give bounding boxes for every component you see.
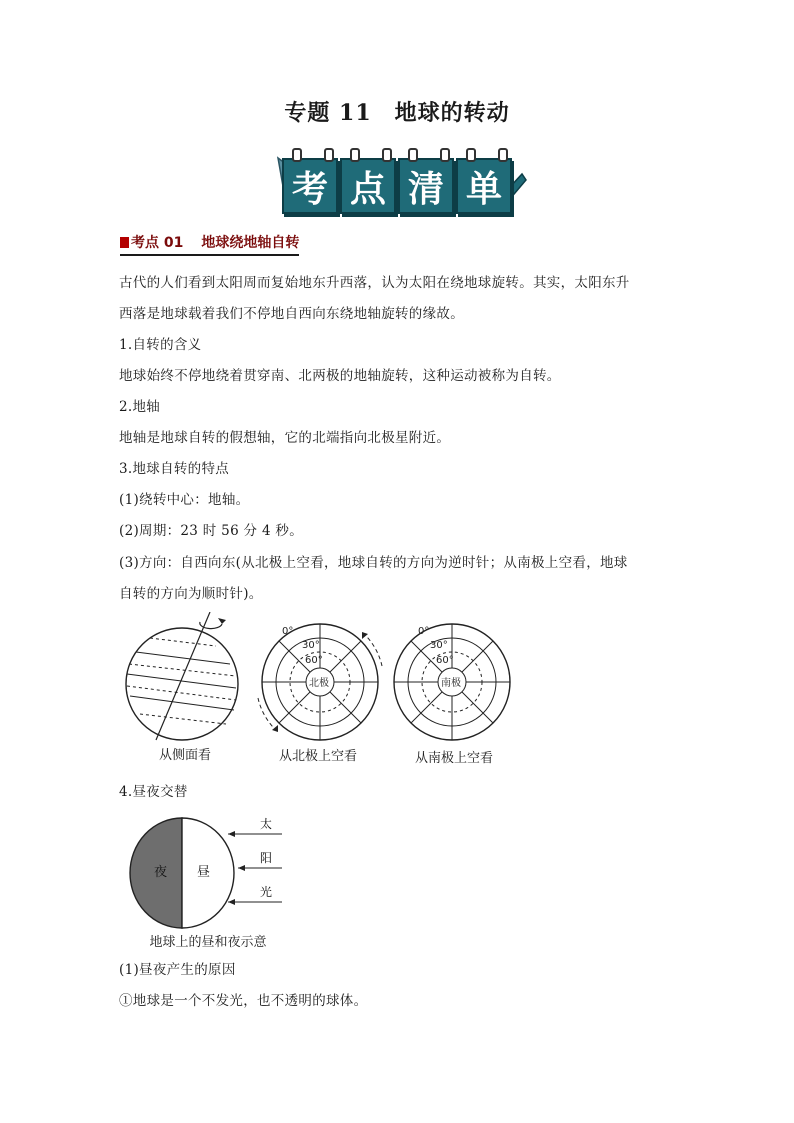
north-pole-label: 北极 xyxy=(309,678,329,689)
list-item: (2)周期：23 时 56 分 4 秒。 xyxy=(119,523,304,539)
caption-day-night: 地球上的昼和夜示意 xyxy=(149,935,267,950)
paragraph: 地球始终不停地绕着贯穿南、北两极的地轴旋转，这种运动被称为自转。 xyxy=(119,368,561,384)
paragraph: ①地球是一个不发光，也不透明的球体。 xyxy=(119,993,368,1009)
day-night-figure xyxy=(126,812,296,932)
banner-tile-3: 清 xyxy=(398,158,454,214)
binder-ring xyxy=(382,148,392,162)
section-heading xyxy=(120,232,299,256)
caption-north-view: 从北极上空看 xyxy=(278,749,357,764)
list-item: (3)方向：自西向东(从北极上空看，地球自转的方向为逆时针；从南极上空看，地球 xyxy=(119,555,628,571)
section-number: 考点 01 xyxy=(131,235,184,251)
paragraph: 地轴是地球自转的假想轴，它的北端指向北极星附近。 xyxy=(119,430,451,446)
banner-tile-2: 点 xyxy=(340,158,396,214)
heading-4: 4.昼夜交替 xyxy=(119,784,188,800)
binder-ring xyxy=(440,148,450,162)
binder-ring xyxy=(408,148,418,162)
section-title: 地球绕地轴自转 xyxy=(201,235,300,251)
degree-label-30: 30° xyxy=(302,640,320,651)
caption-side-view: 从侧面看 xyxy=(158,748,211,763)
day-label: 昼 xyxy=(197,865,211,880)
degree-label-60: 60° xyxy=(305,655,323,666)
binder-ring xyxy=(498,148,508,162)
night-label: 夜 xyxy=(154,865,168,880)
paragraph: 西落是地球载着我们不停地自西向东绕地轴旋转的缘故。 xyxy=(119,306,464,322)
sunlight-label-1: 太 xyxy=(260,817,273,831)
heading-1: 1.自转的含义 xyxy=(119,337,202,353)
south-pole-label: 南极 xyxy=(441,678,461,689)
degree-label-0: 0° xyxy=(282,626,294,637)
list-item-continued: 自转的方向为顺时针)。 xyxy=(119,586,263,602)
sunlight-label-3: 光 xyxy=(260,885,273,899)
kaodian-qingdan-banner xyxy=(270,152,530,218)
sunlight-label-2: 阳 xyxy=(260,851,273,865)
list-item: (1)绕转中心：地轴。 xyxy=(119,492,250,508)
heading-3: 3.地球自转的特点 xyxy=(119,461,230,477)
binder-ring xyxy=(350,148,360,162)
degree-label-30: 30° xyxy=(430,640,448,651)
heading-2: 2.地轴 xyxy=(119,399,161,415)
banner-tile-1: 考 xyxy=(282,158,338,214)
side-view-globe xyxy=(126,612,238,740)
caption-south-view: 从南极上空看 xyxy=(414,751,493,766)
binder-ring xyxy=(292,148,302,162)
paragraph: 古代的人们看到太阳周而复始地东升西落，认为太阳在绕地球旋转。其实，太阳东升 xyxy=(119,275,630,291)
banner-tile-4: 单 xyxy=(456,158,512,214)
degree-label-60: 60° xyxy=(436,655,454,666)
page-title: 专题 11 地球的转动 xyxy=(284,100,510,126)
section-marker xyxy=(120,237,129,248)
degree-label-0: 0° xyxy=(418,626,430,637)
binder-ring xyxy=(466,148,476,162)
sub-heading: (1)昼夜产生的原因 xyxy=(119,962,236,978)
binder-ring xyxy=(324,148,334,162)
